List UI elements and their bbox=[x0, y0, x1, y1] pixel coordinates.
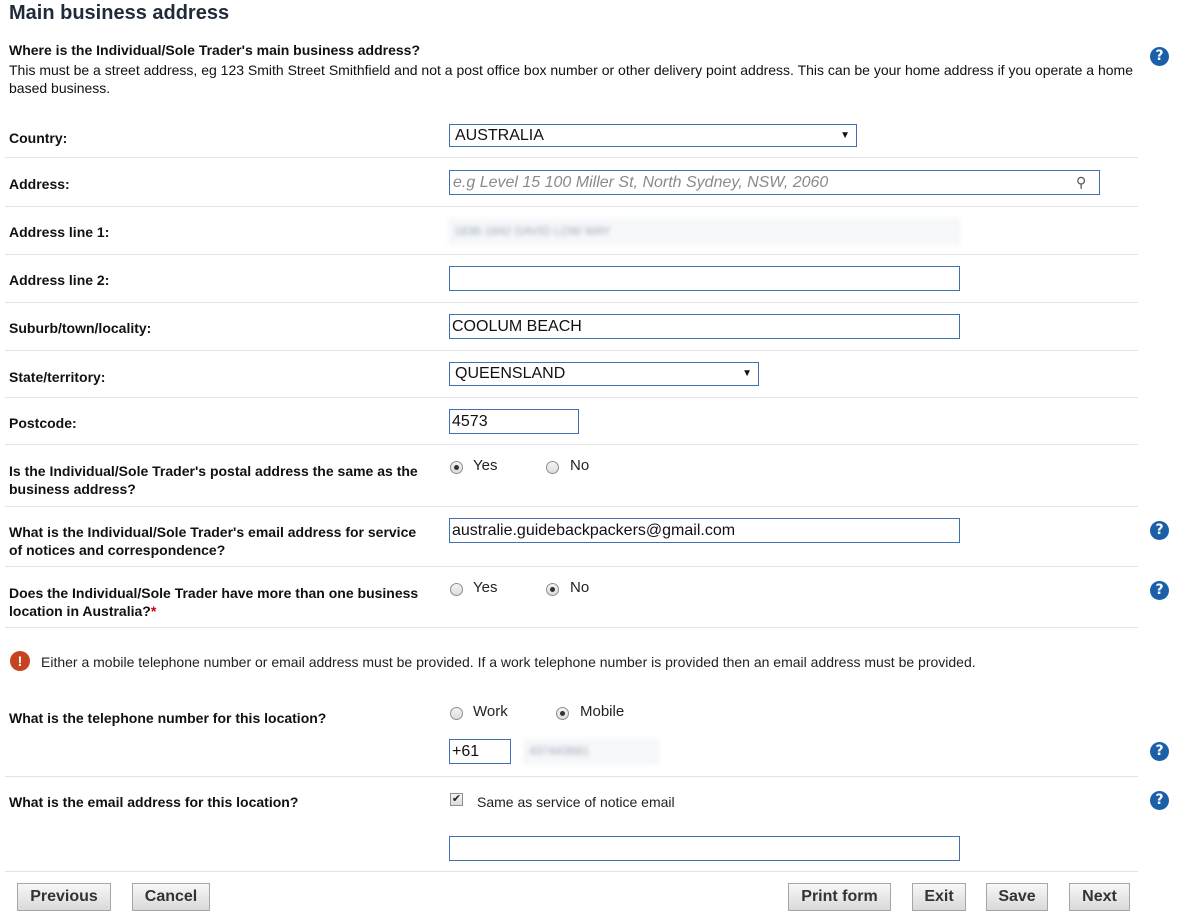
multi-location-label bbox=[9, 584, 429, 620]
address-line1-label: Address line 1: bbox=[9, 224, 110, 240]
same-as-notice-checkbox[interactable]: ✔ bbox=[451, 793, 462, 805]
address-line2-input[interactable] bbox=[449, 266, 960, 291]
search-icon[interactable]: ⚲ bbox=[1076, 174, 1087, 190]
state-select[interactable] bbox=[449, 362, 759, 386]
exit-button[interactable]: Exit bbox=[912, 883, 966, 911]
suburb-label: Suburb/town/locality: bbox=[9, 320, 152, 336]
postal-same-yes-radio[interactable] bbox=[450, 461, 463, 474]
postal-same-yes-label: Yes bbox=[473, 457, 498, 474]
country-select[interactable] bbox=[449, 124, 857, 147]
intro-question: Where is the Individual/Sole Trader's main business address? bbox=[9, 42, 421, 58]
country-select-value: AUSTRALIA bbox=[455, 127, 544, 144]
divider bbox=[5, 506, 1138, 507]
print-form-button[interactable]: Print form bbox=[788, 883, 891, 911]
divider bbox=[5, 302, 1138, 303]
state-select-value: QUEENSLAND bbox=[455, 365, 566, 382]
help-icon-intro[interactable]: ? bbox=[1150, 47, 1169, 66]
cancel-button[interactable]: Cancel bbox=[132, 883, 210, 911]
state-label: State/territory: bbox=[9, 369, 106, 385]
divider bbox=[5, 871, 1138, 872]
divider bbox=[5, 776, 1138, 777]
next-button[interactable]: Next bbox=[1069, 883, 1130, 911]
page-title: Main business address bbox=[9, 2, 230, 24]
save-button[interactable]: Save bbox=[986, 883, 1048, 911]
divider bbox=[5, 254, 1138, 255]
location-email-label: What is the email address for this location? bbox=[9, 794, 299, 810]
country-label: Country: bbox=[9, 130, 68, 146]
help-icon-multi-location[interactable]: ? bbox=[1150, 581, 1169, 600]
chevron-down-icon: ▼ bbox=[840, 130, 850, 141]
divider bbox=[5, 397, 1138, 398]
telephone-label: What is the telephone number for this location? bbox=[9, 710, 327, 726]
address-line2-label: Address line 2: bbox=[9, 272, 110, 288]
help-icon-telephone[interactable]: ? bbox=[1150, 742, 1169, 761]
email-notice-input[interactable] bbox=[449, 518, 960, 543]
address-search-input[interactable] bbox=[449, 170, 1100, 195]
intro-text: This must be a street address, eg 123 Smith Street Smithfield and not a post office box number or other delivery point address. This can be your home address if you operate a home based business. bbox=[9, 62, 1133, 96]
postal-same-no-label: No bbox=[570, 457, 590, 474]
location-email-input[interactable] bbox=[449, 836, 960, 861]
multi-location-no-label: No bbox=[570, 579, 590, 596]
same-as-notice-label: Same as service of notice email bbox=[477, 794, 675, 810]
postal-same-no-radio[interactable] bbox=[546, 461, 559, 474]
telephone-mobile-radio[interactable] bbox=[556, 707, 569, 720]
divider bbox=[5, 350, 1138, 351]
postcode-input[interactable] bbox=[449, 409, 579, 434]
required-marker: * bbox=[150, 603, 157, 619]
telephone-number-input[interactable]: 437443661 bbox=[524, 739, 658, 764]
address-label: Address: bbox=[9, 176, 70, 192]
telephone-mobile-label: Mobile bbox=[580, 703, 625, 720]
multi-location-yes-radio[interactable] bbox=[450, 583, 463, 596]
postcode-label: Postcode: bbox=[9, 415, 77, 431]
previous-button[interactable]: Previous bbox=[17, 883, 111, 911]
telephone-work-radio[interactable] bbox=[450, 707, 463, 720]
telephone-prefix-input[interactable] bbox=[449, 739, 511, 764]
postal-same-label: Is the Individual/Sole Trader's postal address the same as the business address? bbox=[9, 463, 418, 497]
warning-message: Either a mobile telephone number or email address must be provided. If a work telephone number is provided then an email address must be provided. bbox=[41, 654, 976, 670]
help-icon-location-email[interactable]: ? bbox=[1150, 791, 1169, 810]
telephone-work-label: Work bbox=[473, 703, 508, 720]
divider bbox=[5, 627, 1138, 628]
chevron-down-icon: ▼ bbox=[742, 368, 752, 379]
divider bbox=[5, 157, 1138, 158]
email-notice-label: What is the Individual/Sole Trader's email address for service of notices and correspondence? bbox=[9, 524, 417, 558]
divider bbox=[5, 206, 1138, 207]
suburb-input[interactable] bbox=[449, 314, 960, 339]
warning-icon: ! bbox=[10, 651, 30, 671]
help-icon-email-notice[interactable]: ? bbox=[1150, 521, 1169, 540]
multi-location-no-radio[interactable] bbox=[546, 583, 559, 596]
divider bbox=[5, 444, 1138, 445]
multi-location-yes-label: Yes bbox=[473, 579, 498, 596]
multi-location-label-text: Does the Individual/Sole Trader have more than one business location in Australia? bbox=[9, 585, 419, 619]
address-line1-input[interactable]: 1836-1842 DAVID LOW WAY bbox=[449, 219, 960, 244]
divider bbox=[5, 566, 1138, 567]
